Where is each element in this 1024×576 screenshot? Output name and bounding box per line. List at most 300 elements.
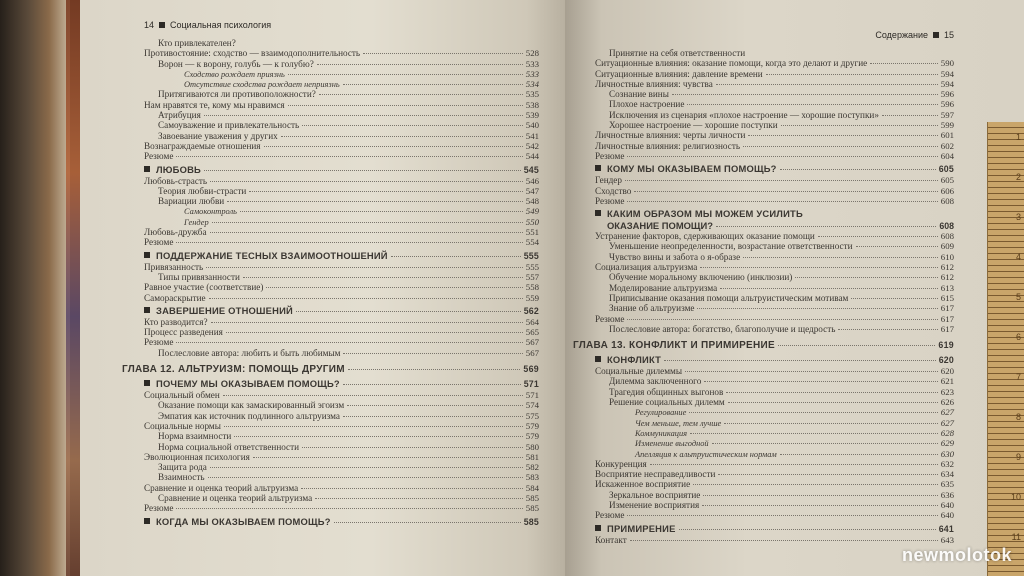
toc-entry <box>595 535 954 545</box>
toc-entry-page: 606 <box>940 185 954 196</box>
toc-entry-title: Уменьшение неопределенности, возрастание ответственности <box>609 241 853 252</box>
toc-entry-page: 608 <box>939 221 954 232</box>
toc-entry-page: 544 <box>525 151 539 162</box>
toc-entry-title: Нам нравятся те, кому мы нравимся <box>144 99 285 110</box>
toc-entry-title: Социальные нормы <box>144 420 221 431</box>
toc-entry <box>144 293 539 303</box>
toc-entry-page: 623 <box>940 386 954 397</box>
left-page-number: 14 <box>144 20 155 30</box>
toc-entry <box>595 175 954 185</box>
dot-leader <box>288 74 523 75</box>
toc-entry-page: 548 <box>525 196 539 207</box>
watermark: newmolotok <box>901 545 1012 565</box>
dot-leader <box>679 529 936 530</box>
toc-entry-page: 562 <box>523 305 539 316</box>
toc-entry-page: 617 <box>940 323 954 334</box>
dot-leader <box>818 236 938 237</box>
toc-entry-title: Восприятие несправедливости <box>595 469 716 480</box>
toc-entry <box>595 459 954 469</box>
toc-entry <box>595 376 954 386</box>
toc-entry-title: Вариации любви <box>158 196 225 207</box>
section-square-icon <box>144 380 150 386</box>
section-square-icon <box>144 166 150 172</box>
dot-leader <box>347 405 523 406</box>
section-square-icon <box>595 210 601 216</box>
toc-entry <box>144 206 539 216</box>
toc-entry-page: 539 <box>525 110 539 121</box>
toc-entry-title: Защита рода <box>158 462 207 473</box>
ruler-label: 9 <box>1015 452 1021 462</box>
dot-leader <box>348 369 521 370</box>
toc-entry-title: ГЛАВА 13. КОНФЛИКТ И ПРИМИРЕНИЕ <box>573 340 776 352</box>
toc-entry-title: Резюме <box>595 195 625 206</box>
dot-leader <box>176 242 522 243</box>
dot-leader <box>778 345 935 346</box>
toc-entry <box>144 38 539 48</box>
toc-entry-page: 632 <box>940 458 954 469</box>
toc-entry-title: Отсутствие сходства рождает неприязнь <box>184 80 340 90</box>
dot-leader <box>650 464 938 465</box>
left-page-header <box>144 18 539 32</box>
dot-leader <box>634 191 937 192</box>
toc-entry <box>595 272 954 282</box>
ruler-label: 8 <box>1015 412 1021 422</box>
toc-entry-page: 640 <box>940 499 954 510</box>
toc-entry-title: Моделирование альтруизма <box>609 282 718 293</box>
toc-entry <box>144 282 539 292</box>
toc-entry-title: Оказание помощи как замаскированный эгоизм <box>158 400 345 411</box>
toc-entry-title: ПОЧЕМУ МЫ ОКАЗЫВАЕМ ПОМОЩЬ? <box>156 378 340 390</box>
section-square-icon <box>595 525 601 531</box>
dot-leader <box>697 308 937 309</box>
toc-entry-title: Гендер <box>184 217 209 227</box>
dot-leader <box>204 170 521 171</box>
toc-entry-page: 627 <box>940 407 954 418</box>
dot-leader <box>664 360 936 361</box>
toc-entry-title: Завоевание уважения у других <box>158 130 278 141</box>
toc-entry <box>144 186 539 196</box>
dot-leader <box>726 392 937 393</box>
toc-entry-title: КАКИМ ОБРАЗОМ МЫ МОЖЕМ УСИЛИТЬ <box>607 208 803 220</box>
toc-entry <box>144 411 539 421</box>
toc-entry-title: Сходство <box>595 185 632 196</box>
right-toc-list <box>573 48 954 545</box>
header-square-icon <box>933 32 939 38</box>
ruler-label: 5 <box>1015 292 1021 302</box>
dot-leader <box>780 169 936 170</box>
dot-leader <box>208 477 523 478</box>
toc-entry <box>595 48 954 58</box>
toc-entry-page: 608 <box>940 195 954 206</box>
toc-entry-title: ЛЮБОВЬ <box>156 163 201 175</box>
dot-leader <box>240 211 523 212</box>
toc-entry-page: 549 <box>525 206 539 217</box>
dot-leader <box>211 322 523 323</box>
toc-entry-title: Резюме <box>144 151 174 162</box>
dot-leader <box>693 484 938 485</box>
dot-leader <box>334 522 521 523</box>
toc-entry-page: 542 <box>525 140 539 151</box>
section-square-icon <box>144 252 150 258</box>
toc-entry <box>144 176 539 186</box>
toc-entry <box>595 449 954 459</box>
section-square-icon <box>595 356 601 362</box>
toc-entry <box>144 452 539 462</box>
toc-entry-page: 612 <box>940 272 954 283</box>
toc-entry-title: Социализация альтруизма <box>595 262 698 273</box>
toc-entry <box>595 438 954 448</box>
toc-entry-page: 597 <box>940 109 954 120</box>
toc-entry-page: 602 <box>940 140 954 151</box>
toc-entry <box>144 390 539 400</box>
toc-entry-page: 541 <box>525 130 539 141</box>
dot-leader <box>625 180 938 181</box>
toc-entry-title: Норма взаимности <box>158 431 232 442</box>
section-heading <box>144 305 539 317</box>
toc-entry <box>144 483 539 493</box>
toc-entry-page: 601 <box>940 130 954 141</box>
dot-leader <box>672 94 938 95</box>
toc-entry <box>144 421 539 431</box>
dot-leader <box>856 246 938 247</box>
toc-entry-page: 565 <box>525 327 539 338</box>
dot-leader <box>743 257 938 258</box>
ruler-label: 7 <box>1015 372 1021 382</box>
toc-entry-title: ЗАВЕРШЕНИЕ ОТНОШЕНИЙ <box>156 304 293 316</box>
toc-entry-page: 581 <box>525 451 539 462</box>
toc-entry <box>144 89 539 99</box>
dot-leader <box>703 495 937 496</box>
toc-entry-page: 557 <box>525 271 539 282</box>
dot-leader <box>315 498 523 499</box>
toc-entry-page: 550 <box>525 216 539 227</box>
toc-entry <box>144 59 539 69</box>
toc-entry-title: Зеркальное восприятие <box>609 489 701 500</box>
section-heading <box>595 220 954 231</box>
right-page-header <box>595 28 954 42</box>
dot-leader <box>253 457 523 458</box>
dot-leader <box>716 84 938 85</box>
toc-entry-page: 535 <box>525 89 539 100</box>
toc-entry <box>595 262 954 272</box>
toc-entry <box>595 324 954 334</box>
dot-leader <box>266 287 522 288</box>
toc-entry-title: Исключения из сценария «плохое настроение — хорошие поступки» <box>609 109 879 120</box>
toc-entry <box>595 141 954 151</box>
dot-leader <box>627 319 937 320</box>
toc-entry-page: 615 <box>940 292 954 303</box>
toc-entry-page: 559 <box>525 292 539 303</box>
toc-entry <box>595 110 954 120</box>
toc-entry-title: Самораскрытие <box>144 292 206 303</box>
section-heading <box>595 163 954 175</box>
dot-leader <box>204 115 523 116</box>
toc-entry-page: 583 <box>525 472 539 483</box>
toc-entry-page: 619 <box>938 340 954 351</box>
toc-entry-title: Плохое настроение <box>609 99 685 110</box>
toc-entry <box>144 120 539 130</box>
toc-entry <box>595 69 954 79</box>
toc-entry-title: Кто привлекателен? <box>158 38 236 48</box>
toc-entry <box>595 479 954 489</box>
toc-entry-page: 534 <box>525 79 539 90</box>
dot-leader <box>210 181 523 182</box>
toc-entry-title: Личностные влияния: черты личности <box>595 130 746 141</box>
toc-entry-title: Сходство рождает приязнь <box>184 69 285 79</box>
dot-leader <box>748 135 937 136</box>
toc-entry <box>144 442 539 452</box>
toc-entry <box>144 131 539 141</box>
toc-entry <box>595 500 954 510</box>
dot-leader <box>781 125 938 126</box>
section-heading <box>595 354 954 366</box>
dot-leader <box>728 402 938 403</box>
toc-entry-title: Вознаграждаемые отношения <box>144 140 261 151</box>
toc-entry-page: 545 <box>523 164 539 175</box>
chapter-heading <box>573 338 954 352</box>
toc-entry <box>595 314 954 324</box>
ruler-label: 6 <box>1015 332 1021 342</box>
toc-entry <box>595 89 954 99</box>
toc-entry <box>595 186 954 196</box>
toc-entry-title: Социальные дилеммы <box>595 366 683 377</box>
ruler <box>987 122 1024 576</box>
toc-entry-title: Любовь-дружба <box>144 227 207 238</box>
toc-entry-title: Сознание вины <box>609 89 669 100</box>
dot-leader <box>210 232 523 233</box>
dot-leader <box>206 267 523 268</box>
toc-entry-title: ПОДДЕРЖАНИЕ ТЕСНЫХ ВЗАИМООТНОШЕНИЙ <box>156 249 388 261</box>
toc-entry-title: Типы привязанности <box>158 271 240 282</box>
toc-entry-title: Изменение выгодной <box>635 439 709 449</box>
toc-entry-page: 540 <box>525 120 539 131</box>
toc-entry-page: 569 <box>523 364 539 375</box>
toc-entry-page: 538 <box>525 99 539 110</box>
toc-entry-page: 551 <box>525 227 539 238</box>
dot-leader <box>281 136 523 137</box>
dot-leader <box>302 447 523 448</box>
toc-entry-title: Привязанность <box>144 261 204 272</box>
toc-entry <box>144 348 539 358</box>
ruler-label: 4 <box>1015 252 1021 262</box>
dot-leader <box>689 412 937 413</box>
toc-entry-title: Теория любви-страсти <box>158 185 247 196</box>
ruler-label: 2 <box>1015 172 1021 182</box>
toc-entry-title: Процесс разведения <box>144 327 223 338</box>
dot-leader <box>302 125 523 126</box>
toc-entry-page: 590 <box>940 58 954 69</box>
toc-entry <box>595 241 954 251</box>
section-heading <box>144 516 539 528</box>
toc-entry-page: 621 <box>940 376 954 387</box>
dot-leader <box>176 508 522 509</box>
right-page-number: 15 <box>943 30 954 40</box>
dot-leader <box>870 63 938 64</box>
toc-entry <box>595 397 954 407</box>
toc-entry-title: Норма социальной ответственности <box>158 441 300 452</box>
dot-leader <box>317 64 523 65</box>
cover-photo-strip <box>66 0 80 576</box>
toc-entry-page: 558 <box>525 282 539 293</box>
toc-entry-page: 554 <box>525 237 539 248</box>
toc-entry-page: 579 <box>525 420 539 431</box>
toc-entry <box>595 58 954 68</box>
toc-entry-title: Ситуационные влияния: давление времени <box>595 68 763 79</box>
toc-entry-page: 594 <box>940 68 954 79</box>
toc-entry <box>144 227 539 237</box>
toc-entry <box>595 130 954 140</box>
dot-leader <box>224 426 523 427</box>
dot-leader <box>227 201 523 202</box>
toc-entry-page: 584 <box>525 482 539 493</box>
dot-leader <box>712 443 938 444</box>
dot-leader <box>687 104 937 105</box>
dot-leader <box>176 342 522 343</box>
dot-leader <box>210 467 523 468</box>
dot-leader <box>780 454 938 455</box>
dot-leader <box>301 488 523 489</box>
dot-leader <box>743 146 938 147</box>
right-page <box>565 0 1024 576</box>
dot-leader <box>209 298 523 299</box>
toc-entry-title: Социальный обмен <box>144 390 220 401</box>
toc-entry-title: Регулирование <box>635 408 687 418</box>
dot-leader <box>223 395 523 396</box>
toc-entry-page: 613 <box>940 282 954 293</box>
dot-leader <box>700 267 937 268</box>
toc-entry-page: 596 <box>940 89 954 100</box>
dot-leader <box>343 416 523 417</box>
toc-entry-title: Противостояние: сходство — взаимодополнительность <box>144 48 361 59</box>
toc-entry-page: 564 <box>525 316 539 327</box>
dot-leader <box>724 423 938 424</box>
section-heading <box>144 164 539 176</box>
section-square-icon <box>595 165 601 171</box>
ruler-label: 11 <box>1011 532 1021 542</box>
toc-entry-title: Резюме <box>595 150 625 161</box>
toc-entry-title: Самоконтроль <box>184 207 237 217</box>
toc-entry-page: 641 <box>938 523 954 534</box>
toc-entry <box>595 252 954 262</box>
toc-entry <box>595 469 954 479</box>
toc-entry-title: Ситуационные влияния: оказание помощи, когда это делают и другие <box>595 58 868 69</box>
toc-entry-title: Искаженное восприятие <box>595 479 691 490</box>
dot-leader <box>716 226 936 227</box>
toc-entry <box>144 400 539 410</box>
toc-entry-title: Резюме <box>144 337 174 348</box>
toc-entry-title: ПРИМИРЕНИЕ <box>607 522 676 534</box>
toc-entry-page: 635 <box>940 479 954 490</box>
toc-entry <box>595 418 954 428</box>
dot-leader <box>702 505 938 506</box>
dot-leader <box>212 222 523 223</box>
toc-entry-page: 599 <box>940 120 954 131</box>
toc-entry <box>595 293 954 303</box>
toc-entry-page: 628 <box>940 427 954 438</box>
dot-leader <box>243 277 523 278</box>
dot-leader <box>296 311 521 312</box>
toc-entry-title: Дилемма заключенного <box>609 376 702 387</box>
toc-entry-page: 579 <box>525 431 539 442</box>
toc-entry <box>144 272 539 282</box>
toc-entry <box>595 490 954 500</box>
toc-entry-title: Сравнение и оценка теорий альтруизма <box>144 482 299 493</box>
toc-entry-page: 582 <box>525 462 539 473</box>
left-running-title: Социальная психология <box>170 20 272 30</box>
dot-leader <box>264 146 523 147</box>
toc-entry-page: 555 <box>523 250 539 261</box>
dot-leader <box>343 84 523 85</box>
dot-leader <box>319 94 523 95</box>
toc-entry <box>144 217 539 227</box>
toc-entry <box>144 493 539 503</box>
dot-leader <box>882 115 938 116</box>
toc-entry-page: 612 <box>940 262 954 273</box>
toc-entry <box>595 231 954 241</box>
toc-entry-page: 585 <box>523 516 539 527</box>
toc-entry-page: 575 <box>525 410 539 421</box>
toc-entry-title: Послесловие автора: любить и быть любимым <box>158 347 341 358</box>
toc-entry-title: Резюме <box>144 237 174 248</box>
toc-entry-page: 636 <box>940 489 954 500</box>
toc-entry <box>144 262 539 272</box>
section-heading <box>595 208 954 220</box>
toc-entry-title: Резюме <box>144 503 174 514</box>
toc-entry-page: 610 <box>940 251 954 262</box>
toc-entry-page: 567 <box>525 347 539 358</box>
dot-leader <box>766 74 938 75</box>
toc-entry-title: Личностные влияния: религиозность <box>595 140 741 151</box>
toc-entry-page: 533 <box>525 58 539 69</box>
toc-entry-page: 620 <box>938 355 954 366</box>
toc-entry <box>144 317 539 327</box>
toc-entry-page: 533 <box>525 68 539 79</box>
toc-entry-title: Приписывание оказания помощи альтруистическим мотивам <box>609 292 849 303</box>
chapter-heading <box>122 362 539 376</box>
toc-entry <box>144 69 539 79</box>
toc-entry <box>595 99 954 109</box>
toc-entry <box>144 79 539 89</box>
toc-entry-page: 609 <box>940 241 954 252</box>
toc-entry-page: 626 <box>940 397 954 408</box>
dot-leader <box>391 256 521 257</box>
dot-leader <box>343 353 522 354</box>
dot-leader <box>288 105 523 106</box>
toc-entry-title: Эмпатия как источник подлинного альтруизма <box>158 410 341 421</box>
dot-leader <box>363 53 523 54</box>
section-heading <box>595 523 954 535</box>
toc-entry-page: 627 <box>940 417 954 428</box>
dot-leader <box>720 288 938 289</box>
toc-entry-page: 571 <box>525 390 539 401</box>
toc-entry-page: 574 <box>525 400 539 411</box>
dot-leader <box>343 384 521 385</box>
toc-entry-page: 594 <box>940 78 954 89</box>
toc-entry-page: 605 <box>940 175 954 186</box>
dot-leader <box>226 332 523 333</box>
right-running-title: Содержание <box>875 30 928 40</box>
toc-entry-page: 617 <box>940 303 954 314</box>
toc-entry <box>144 48 539 58</box>
toc-entry-title: Любовь-страсть <box>144 175 208 186</box>
toc-entry-title: Притягиваются ли противоположности? <box>158 89 316 100</box>
toc-entry-title: Самоуважение и привлекательность <box>158 120 300 131</box>
toc-entry-title: ОКАЗАНИЕ ПОМОЩИ? <box>607 220 713 232</box>
toc-entry-title: Изменение восприятия <box>609 499 700 510</box>
dot-leader <box>795 277 937 278</box>
toc-entry <box>144 100 539 110</box>
toc-entry-title: Взаимность <box>158 472 205 483</box>
